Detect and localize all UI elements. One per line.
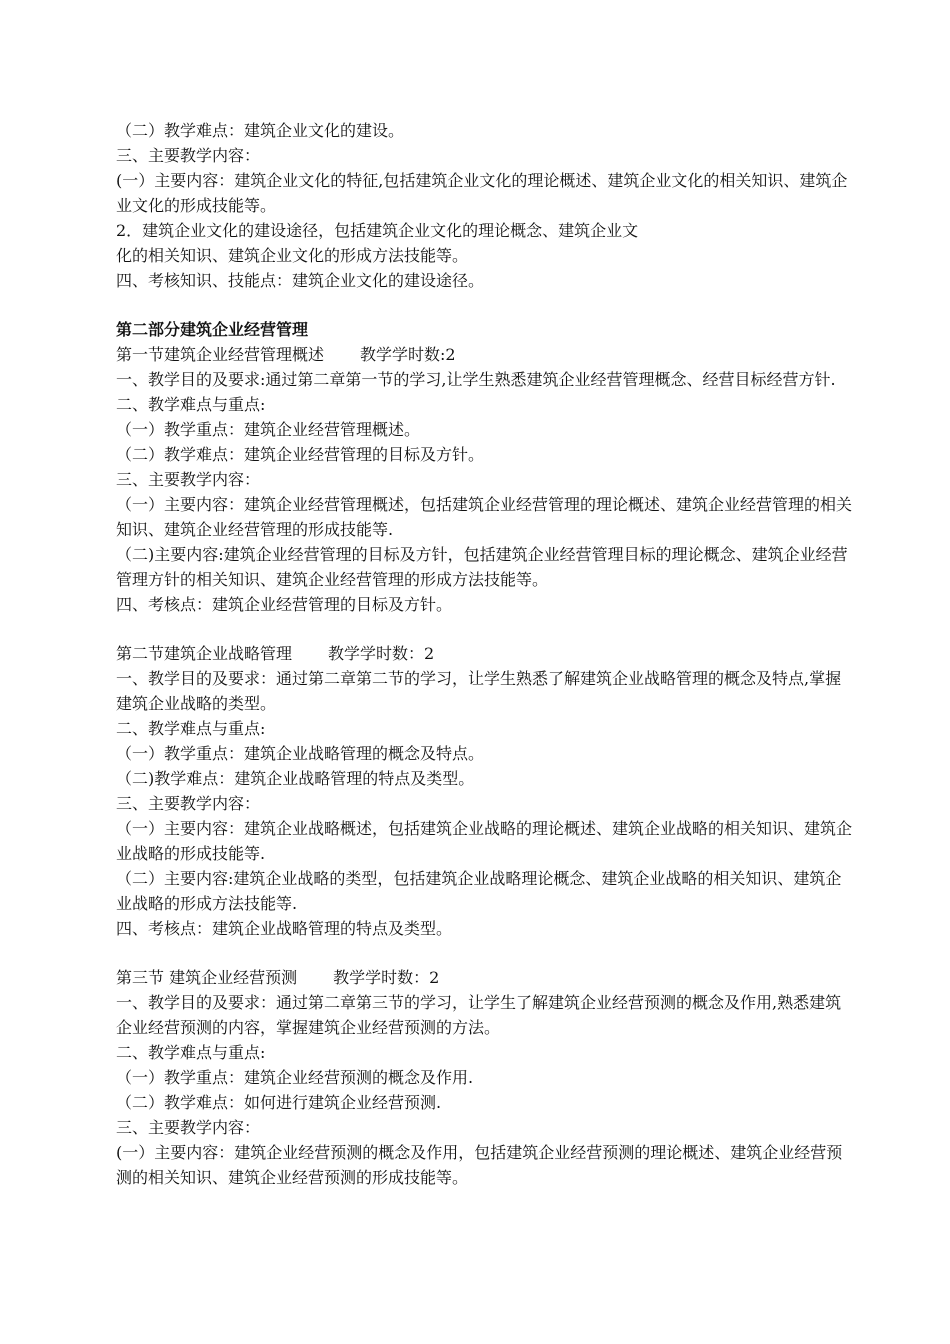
section-title: 第二节建筑企业战略管理 xyxy=(116,644,293,663)
section-header xyxy=(116,342,856,367)
text-paragraph: 一、教学目的及要求:通过第二章第一节的学习,让学生熟悉建筑企业经营管理概念、经营目标经营方针. xyxy=(116,370,836,389)
section-hours: 教学学时数：2 xyxy=(333,968,440,987)
text-line: 三、主要教学内容： xyxy=(116,1118,261,1137)
section-hours: 教学学时数：2 xyxy=(328,644,435,663)
text-line: （一）教学重点：建筑企业战略管理的概念及特点。 xyxy=(116,744,485,763)
text-line: 三、主要教学内容： xyxy=(116,794,261,813)
text-line: 三、主要教学内容： xyxy=(116,146,261,165)
section-header xyxy=(116,641,856,666)
text-line: （二）教学难点：建筑企业文化的建设。 xyxy=(116,121,405,140)
text-paragraph: 一、教学目的及要求：通过第二章第三节的学习，让学生了解建筑企业经营预测的概念及作用,熟悉建筑企业经营预测的内容，掌握建筑企业经营预测的方法。 xyxy=(116,993,842,1037)
text-paragraph: 一、教学目的及要求：通过第二章第二节的学习，让学生熟悉了解建筑企业战略管理的概念及特点,掌握建筑企业战略的类型。 xyxy=(116,669,842,713)
text-paragraph: (一）主要内容：建筑企业经营预测的概念及作用，包括建筑企业经营预测的理论概述、建筑企业经营预测的相关知识、建筑企业经营预测的形成技能等。 xyxy=(116,1143,843,1187)
text-line: 四、考核点：建筑企业经营管理的目标及方针。 xyxy=(116,595,453,614)
text-line: 四、考核点：建筑企业战略管理的特点及类型。 xyxy=(116,919,453,938)
text-line: 三、主要教学内容： xyxy=(116,470,261,489)
text-line: （二)教学难点：建筑企业战略管理的特点及类型。 xyxy=(116,769,475,788)
text-line: 二、教学难点与重点: xyxy=(116,395,266,414)
section-header xyxy=(116,965,856,990)
text-line: （一）教学重点：建筑企业经营管理概述。 xyxy=(116,420,421,439)
text-paragraph: (一）主要内容：建筑企业文化的特征,包括建筑企业文化的理论概述、建筑企业文化的相关知识、建筑企业文化的形成技能等。 xyxy=(116,171,848,215)
text-paragraph: （一）主要内容：建筑企业战略概述，包括建筑企业战略的理论概述、建筑企业战略的相关知识、建筑企业战略的形成技能等. xyxy=(116,819,853,863)
text-line: （二）教学难点：如何进行建筑企业经营预测. xyxy=(116,1093,442,1112)
text-paragraph: （二）主要内容:建筑企业战略的类型，包括建筑企业战略理论概念、建筑企业战略的相关知识、建筑企业战略的形成方法技能等. xyxy=(116,869,842,913)
document-page xyxy=(116,118,856,1190)
text-line: 二、教学难点与重点: xyxy=(116,719,266,738)
spacer xyxy=(116,617,856,641)
text-paragraph: （一）主要内容：建筑企业经营管理概述，包括建筑企业经营管理的理论概述、建筑企业经营管理的相关知识、建筑企业经营管理的形成技能等. xyxy=(116,495,853,539)
text-line: 二、教学难点与重点: xyxy=(116,1043,266,1062)
text-line: （一）教学重点：建筑企业经营预测的概念及作用. xyxy=(116,1068,474,1087)
spacer xyxy=(116,941,856,965)
text-line: 四、考核知识、技能点：建筑企业文化的建设途径。 xyxy=(116,271,485,290)
spacer xyxy=(116,293,856,317)
text-line: （二）教学难点：建筑企业经营管理的目标及方针。 xyxy=(116,445,485,464)
section-hours: 教学学时数:2 xyxy=(360,345,456,364)
text-paragraph: （二)主要内容:建筑企业经营管理的目标及方针，包括建筑企业经营管理目标的理论概念、建筑企业经营管理方针的相关知识、建筑企业经营管理的形成方法技能等。 xyxy=(116,545,848,589)
section-title: 第一节建筑企业经营管理概述 xyxy=(116,345,325,364)
section-title: 第三节 建筑企业经营预测 xyxy=(116,968,298,987)
part-heading: 第二部分建筑企业经营管理 xyxy=(116,320,309,339)
text-line: 化的相关知识、建筑企业文化的形成方法技能等。 xyxy=(116,246,469,265)
text-line: 2．建筑企业文化的建设途径，包括建筑企业文化的理论概念、建筑企业文 xyxy=(116,221,639,240)
